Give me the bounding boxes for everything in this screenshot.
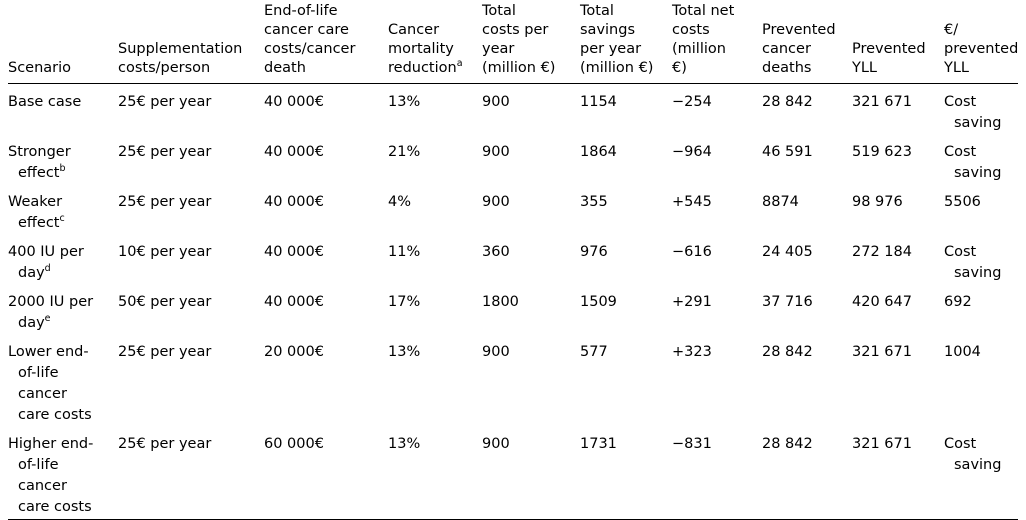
cell-net-costs: −831: [672, 430, 762, 520]
column-header-euro-per-prevented-yll: [944, 2, 1018, 84]
cell-supplementation-costs: 10€ per year: [118, 238, 264, 288]
cell-eol-costs: 40 000€: [264, 138, 388, 188]
header-line: cancer: [762, 40, 846, 59]
cell-scenario: [8, 430, 118, 520]
cell-cost-per-yll: [944, 138, 1018, 188]
cell-total-costs: 900: [482, 338, 580, 430]
header-line: mortality: [388, 40, 476, 59]
cell-mortality-reduction: 11%: [388, 238, 482, 288]
cell-total-costs: 900: [482, 84, 580, 139]
cell-prevented-yll: 321 671: [852, 338, 944, 430]
scenario-line: Higher end-: [8, 434, 112, 455]
cell-prevented-yll: 420 647: [852, 288, 944, 338]
header-line: year: [482, 40, 574, 59]
cell-scenario: [8, 138, 118, 188]
cell-cost-per-yll: [944, 84, 1018, 139]
header-line: per year: [580, 40, 666, 59]
table-row: [8, 138, 1018, 188]
scenario-line: effect$^c$: [8, 213, 112, 234]
cell-mortality-reduction: 4%: [388, 188, 482, 238]
cell-scenario: [8, 288, 118, 338]
cell-total-savings: 577: [580, 338, 672, 430]
cell-total-savings: 1509: [580, 288, 672, 338]
table-header-row: [8, 2, 1018, 84]
footnote-marker: d: [45, 263, 51, 274]
header-line: costs: [672, 21, 756, 40]
table-row: [8, 84, 1018, 139]
cell-total-costs: 360: [482, 238, 580, 288]
header-line: (million €): [482, 59, 574, 78]
header-line: Supplementation: [118, 40, 258, 59]
cell-total-costs: 900: [482, 430, 580, 520]
scenario-line: of-life: [8, 455, 112, 476]
cost-per-yll-line: saving: [944, 163, 1012, 184]
cell-total-savings: 355: [580, 188, 672, 238]
column-header-prevented-yll: [852, 2, 944, 84]
cell-prevented-deaths: 28 842: [762, 84, 852, 139]
cell-net-costs: +545: [672, 188, 762, 238]
header-line: savings: [580, 21, 666, 40]
cell-eol-costs: 20 000€: [264, 338, 388, 430]
scenario-line: Stronger: [8, 142, 112, 163]
header-line: YLL: [852, 59, 938, 78]
header-line: death: [264, 59, 382, 78]
cell-mortality-reduction: 13%: [388, 338, 482, 430]
cell-eol-costs: 40 000€: [264, 188, 388, 238]
scenario-line: cancer: [8, 476, 112, 497]
cost-per-yll-line: saving: [944, 113, 1012, 134]
scenario-line: effect$^b$: [8, 163, 112, 184]
cell-total-savings: 976: [580, 238, 672, 288]
cell-scenario: [8, 84, 118, 139]
cell-supplementation-costs: 25€ per year: [118, 138, 264, 188]
cost-per-yll-line: Cost: [944, 242, 1012, 263]
cell-net-costs: +291: [672, 288, 762, 338]
header-line: Prevented: [762, 21, 846, 40]
scenario-results-table: [8, 2, 1018, 520]
header-line: (million: [672, 40, 756, 59]
column-header-total-costs-per-year: [482, 2, 580, 84]
header-line: End-of-life: [264, 2, 382, 21]
cell-cost-per-yll: [944, 430, 1018, 520]
scenario-line: 400 IU per: [8, 242, 112, 263]
cell-scenario: [8, 338, 118, 430]
cell-eol-costs: 40 000€: [264, 84, 388, 139]
scenario-line: day$^d$: [8, 263, 112, 284]
cost-per-yll-line: 692: [944, 292, 1012, 313]
cell-total-savings: 1731: [580, 430, 672, 520]
scenario-line: cancer: [8, 384, 112, 405]
cost-per-yll-line: Cost: [944, 92, 1012, 113]
table-row: [8, 188, 1018, 238]
cell-prevented-yll: 321 671: [852, 430, 944, 520]
cell-supplementation-costs: 25€ per year: [118, 430, 264, 520]
cell-cost-per-yll: [944, 338, 1018, 430]
scenario-line: Base case: [8, 92, 112, 113]
header-line: prevented: [944, 40, 1012, 59]
cell-prevented-deaths: 8874: [762, 188, 852, 238]
column-header-eol-cancer-care-costs: [264, 2, 388, 84]
table-row: [8, 430, 1018, 520]
table-row: [8, 288, 1018, 338]
cost-per-yll-line: 1004: [944, 342, 1012, 363]
cell-scenario: [8, 238, 118, 288]
header-line: cancer care: [264, 21, 382, 40]
cell-prevented-deaths: 24 405: [762, 238, 852, 288]
cell-cost-per-yll: [944, 238, 1018, 288]
cell-total-costs: 900: [482, 138, 580, 188]
cell-net-costs: −616: [672, 238, 762, 288]
cost-per-yll-line: saving: [944, 263, 1012, 284]
scenario-line: 2000 IU per: [8, 292, 112, 313]
cell-total-costs: 1800: [482, 288, 580, 338]
header-line: €/: [944, 21, 1012, 40]
header-line: reduction$^a$: [388, 59, 476, 78]
table-body: [8, 84, 1018, 520]
cell-prevented-deaths: 46 591: [762, 138, 852, 188]
cost-per-yll-line: 5506: [944, 192, 1012, 213]
cell-net-costs: −254: [672, 84, 762, 139]
header-line: Cancer: [388, 21, 476, 40]
scenario-line: care costs: [8, 405, 112, 426]
header-line: Total: [580, 2, 666, 21]
table-row: [8, 338, 1018, 430]
table-header: [8, 2, 1018, 84]
cell-prevented-yll: 272 184: [852, 238, 944, 288]
cell-cost-per-yll: [944, 288, 1018, 338]
cell-total-savings: 1864: [580, 138, 672, 188]
cell-supplementation-costs: 50€ per year: [118, 288, 264, 338]
cell-mortality-reduction: 13%: [388, 430, 482, 520]
cell-mortality-reduction: 21%: [388, 138, 482, 188]
footnote-marker: c: [60, 213, 65, 224]
header-line: Total: [482, 2, 574, 21]
scenario-line: Weaker: [8, 192, 112, 213]
cell-total-savings: 1154: [580, 84, 672, 139]
scenario-line: of-life: [8, 363, 112, 384]
cell-total-costs: 900: [482, 188, 580, 238]
cell-supplementation-costs: 25€ per year: [118, 188, 264, 238]
cell-eol-costs: 60 000€: [264, 430, 388, 520]
footnote-marker: e: [45, 313, 51, 324]
column-header-supplementation-costs: [118, 2, 264, 84]
cell-prevented-deaths: 37 716: [762, 288, 852, 338]
cell-prevented-deaths: 28 842: [762, 338, 852, 430]
cell-prevented-yll: 519 623: [852, 138, 944, 188]
cost-per-yll-line: Cost: [944, 434, 1012, 455]
cell-supplementation-costs: 25€ per year: [118, 84, 264, 139]
cell-cost-per-yll: [944, 188, 1018, 238]
cell-net-costs: +323: [672, 338, 762, 430]
cell-scenario: [8, 188, 118, 238]
cell-prevented-yll: 321 671: [852, 84, 944, 139]
cost-per-yll-line: Cost: [944, 142, 1012, 163]
cell-mortality-reduction: 17%: [388, 288, 482, 338]
column-header-total-net-costs: [672, 2, 762, 84]
header-line: costs/cancer: [264, 40, 382, 59]
cell-eol-costs: 40 000€: [264, 238, 388, 288]
header-line: costs/person: [118, 59, 258, 78]
table-row: [8, 238, 1018, 288]
header-line: Scenario: [8, 59, 112, 78]
column-header-prevented-cancer-deaths: [762, 2, 852, 84]
header-line: YLL: [944, 59, 1012, 78]
footnote-marker: a: [457, 58, 463, 69]
column-header-total-savings-per-year: [580, 2, 672, 84]
cell-eol-costs: 40 000€: [264, 288, 388, 338]
header-line: deaths: [762, 59, 846, 78]
cell-mortality-reduction: 13%: [388, 84, 482, 139]
header-line: Prevented: [852, 40, 938, 59]
header-line: (million €): [580, 59, 666, 78]
footnote-marker: b: [60, 163, 66, 174]
cost-per-yll-line: saving: [944, 455, 1012, 476]
header-line: Total net: [672, 2, 756, 21]
cell-prevented-yll: 98 976: [852, 188, 944, 238]
cell-supplementation-costs: 25€ per year: [118, 338, 264, 430]
cell-prevented-deaths: 28 842: [762, 430, 852, 520]
scenario-line: care costs: [8, 497, 112, 518]
scenario-line: day$^e$: [8, 313, 112, 334]
header-line: costs per: [482, 21, 574, 40]
column-header-cancer-mortality-reduction: [388, 2, 482, 84]
scenario-line: Lower end-: [8, 342, 112, 363]
cell-net-costs: −964: [672, 138, 762, 188]
header-line: €): [672, 59, 756, 78]
column-header-scenario: [8, 2, 118, 84]
